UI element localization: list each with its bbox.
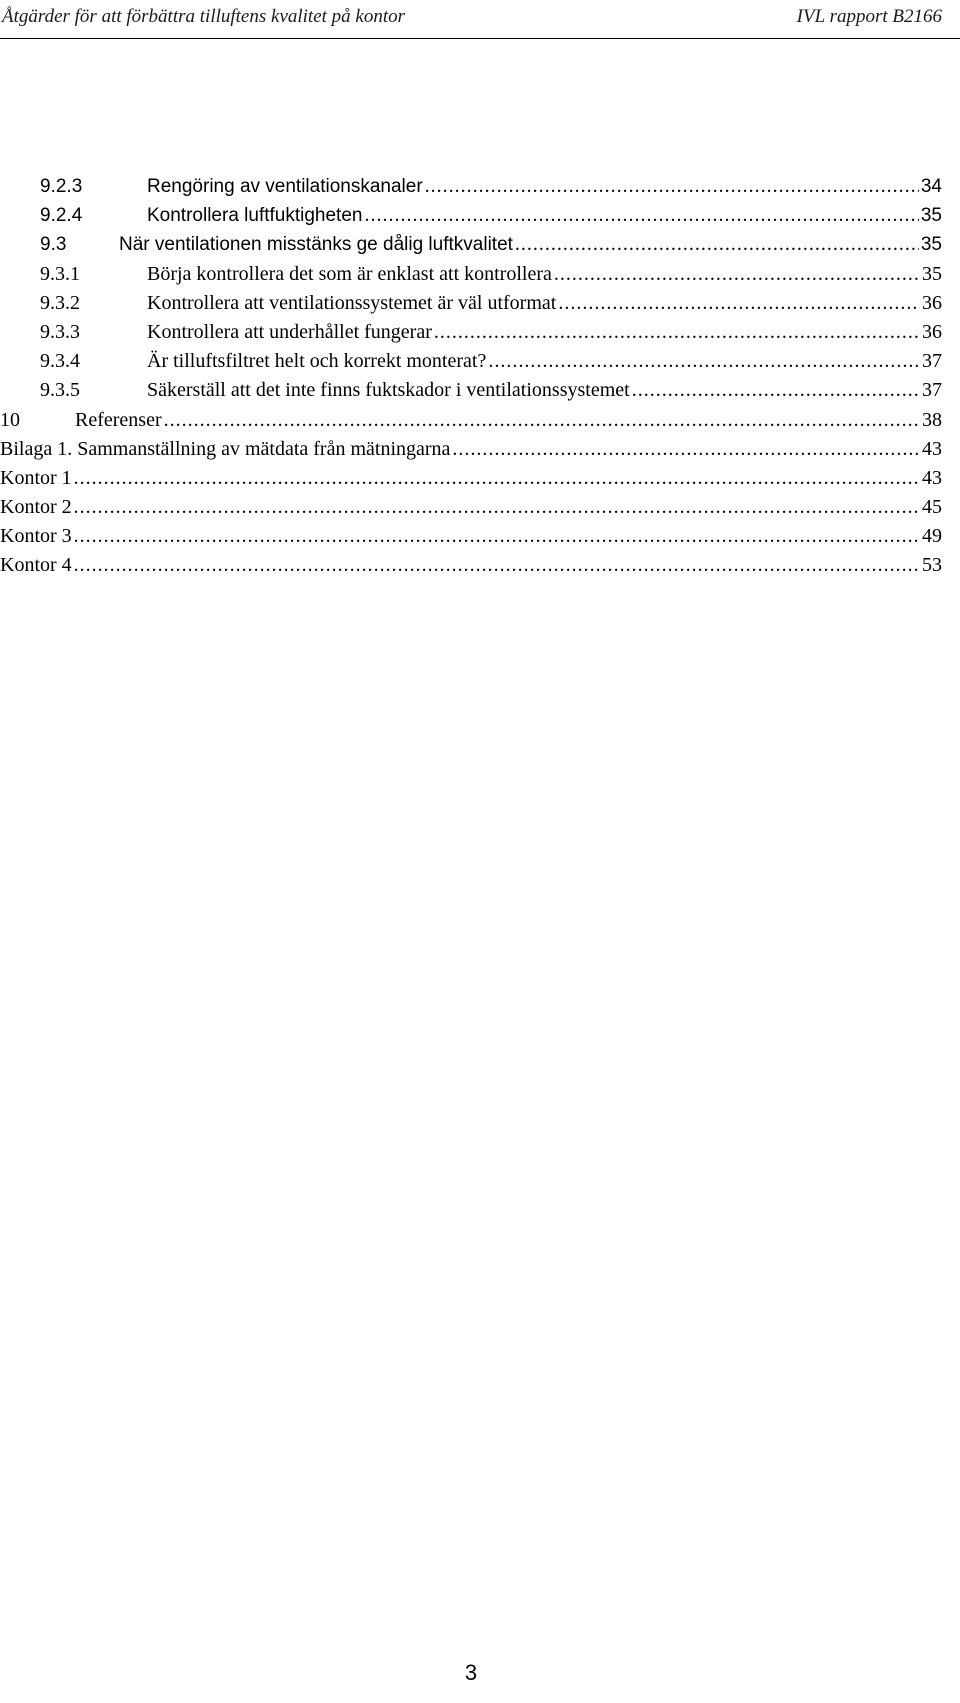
- toc-entry-title: Säkerställ att det inte finns fuktskador i ventilationssystemet: [147, 379, 630, 402]
- toc-dot-leader: [558, 289, 920, 318]
- toc-entry[interactable]: [0, 435, 942, 464]
- toc-dot-leader: [74, 551, 920, 580]
- toc-dot-leader: [425, 172, 919, 201]
- toc-entry-number: 9.3.5: [40, 379, 80, 402]
- toc-entry-page: 53: [922, 554, 942, 577]
- toc-entry-number: 9.3.2: [40, 291, 80, 314]
- toc-entry[interactable]: [0, 172, 942, 201]
- toc-entry-number: 9.3.3: [40, 320, 80, 343]
- toc-entry[interactable]: [0, 230, 942, 259]
- toc-entry-page: 36: [922, 291, 942, 314]
- toc-entry-page: 43: [922, 437, 942, 460]
- running-header: [0, 0, 960, 46]
- toc-entry-number: 9.3.1: [40, 262, 80, 285]
- toc-entry-title: Kontrollera att underhållet fungerar: [147, 320, 432, 343]
- toc-entry-page: 35: [920, 205, 942, 227]
- toc-entry-title: Bilaga 1. Sammanställning av mätdata från mätningarna: [0, 437, 451, 460]
- toc-entry-title: Rengöring av ventilationskanaler: [147, 176, 423, 197]
- toc-entry[interactable]: [0, 464, 942, 493]
- toc-dot-leader: [554, 260, 920, 289]
- toc-entry-title: När ventilationen misstänks ge dålig luftkvalitet: [119, 234, 513, 256]
- toc-entry[interactable]: [0, 260, 942, 289]
- toc-dot-leader: [164, 406, 920, 435]
- toc-dot-leader: [74, 464, 920, 493]
- toc-entry-number: 9.3: [40, 234, 67, 256]
- toc-dot-leader: [434, 318, 920, 347]
- toc-dot-leader: [452, 435, 920, 464]
- toc-entry-page: 37: [922, 379, 942, 402]
- toc-entry[interactable]: [0, 289, 942, 318]
- toc-dot-leader: [632, 376, 920, 405]
- toc-entry-number: 9.2.4: [40, 205, 83, 227]
- toc-entry[interactable]: [0, 551, 942, 580]
- toc-entry-title: Kontrollera luftfuktigheten: [147, 205, 363, 227]
- toc-entry-title: Kontor 3: [0, 525, 72, 548]
- toc-entry[interactable]: [0, 347, 942, 376]
- table-of-contents: [0, 172, 942, 581]
- toc-dot-leader: [488, 347, 920, 376]
- toc-dot-leader: [74, 493, 920, 522]
- toc-entry-page: 43: [922, 466, 942, 489]
- toc-entry-page: 34: [920, 176, 942, 197]
- toc-entry[interactable]: [0, 376, 942, 405]
- toc-entry-title: Kontor 2: [0, 496, 72, 519]
- toc-entry-page: 36: [922, 320, 942, 343]
- toc-entry[interactable]: [0, 318, 942, 347]
- toc-entry-page: 35: [922, 262, 942, 285]
- header-report-title: Åtgärder för att förbättra tilluftens kvalitet på kontor: [2, 6, 406, 27]
- toc-entry-page: 45: [922, 496, 942, 519]
- toc-entry[interactable]: [0, 493, 942, 522]
- header-rule: [0, 38, 960, 39]
- toc-entry-title: Kontor 4: [0, 554, 72, 577]
- page-number: 3: [464, 1660, 478, 1685]
- toc-entry-page: 49: [922, 525, 942, 548]
- toc-entry[interactable]: [0, 406, 942, 435]
- toc-dot-leader: [74, 522, 920, 551]
- toc-entry-title: Referenser: [75, 408, 162, 431]
- toc-entry-title: Kontor 1: [0, 466, 72, 489]
- toc-entry[interactable]: [0, 201, 942, 230]
- toc-entry-number: 9.2.3: [40, 176, 83, 197]
- toc-entry-page: 38: [922, 408, 942, 431]
- toc-entry-number: 10: [0, 408, 20, 431]
- header-report-number: IVL rapport B2166: [796, 6, 942, 27]
- toc-dot-leader: [364, 201, 918, 230]
- toc-entry-page: 35: [920, 234, 942, 256]
- toc-entry[interactable]: [0, 522, 942, 551]
- toc-entry-page: 37: [922, 350, 942, 373]
- toc-entry-title: Är tilluftsfiltret helt och korrekt monterat?: [147, 350, 487, 373]
- toc-entry-number: 9.3.4: [40, 350, 80, 373]
- toc-dot-leader: [515, 230, 919, 259]
- toc-entry-title: Kontrollera att ventilationssystemet är väl utformat: [147, 291, 557, 314]
- toc-entry-title: Börja kontrollera det som är enklast att kontrollera: [147, 262, 552, 285]
